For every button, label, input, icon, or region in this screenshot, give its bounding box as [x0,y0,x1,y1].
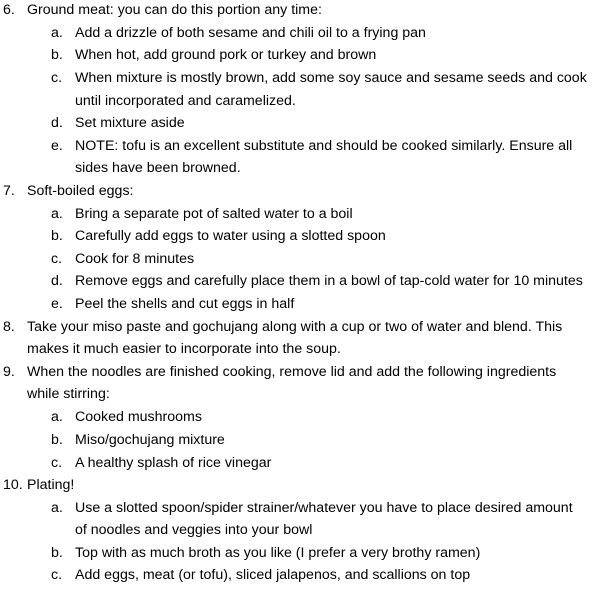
substep-text: Bring a separate pot of salted water to a boil [75,206,353,222]
substep-text: A healthy splash of rice vinegar [75,455,272,471]
substep-letter: a. [51,206,63,222]
substep-text: Top with as much broth as you like (I prefer a very brothy ramen) [75,545,481,561]
substep-text-continued: until incorporated and caramelized. [75,93,296,109]
step-number: 6. [3,2,15,18]
step-text-continued: makes it much easier to incorporate into the soup. [27,341,341,357]
step-number: 10. [3,477,23,493]
step-text: When the noodles are finished cooking, remove lid and add the following ingredients [27,364,557,380]
substep-text: NOTE: tofu is an excellent substitute and should be cooked similarly. Ensure all [75,138,573,154]
substep-letter: c. [51,251,63,267]
substep-text: Add eggs, meat (or tofu), sliced jalapenos, and scallions on top [75,567,471,583]
substep-letter: b. [51,432,63,448]
substep-text: When mixture is mostly brown, add some soy sauce and sesame seeds and cook [75,70,587,86]
step-text-continued: while stirring: [27,386,110,402]
step-text: Take your miso paste and gochujang along with a cup or two of water and blend. This [27,319,563,335]
substep-text: Cooked mushrooms [75,409,202,425]
substep-letter: a. [51,500,63,516]
substep-letter: b. [51,545,63,561]
substep-text: When hot, add ground pork or turkey and brown [75,47,377,63]
substep-text: Cook for 8 minutes [75,251,195,267]
substep-letter: d. [51,115,63,131]
step-text: Plating! [27,477,75,493]
substep-text: Set mixture aside [75,115,185,131]
step-number: 9. [3,364,15,380]
substep-text: Use a slotted spoon/spider strainer/whatever you have to place desired amount [75,500,573,516]
substep-letter: c. [51,455,63,471]
substep-text: Carefully add eggs to water using a slotted spoon [75,228,386,244]
substep-letter: b. [51,47,63,63]
substep-letter: e. [51,296,63,312]
substep-letter: d. [51,273,63,289]
step-text: Soft-boiled eggs: [27,183,134,199]
substep-letter: b. [51,228,63,244]
substep-text: Miso/gochujang mixture [75,432,225,448]
substep-letter: a. [51,25,63,41]
substep-letter: c. [51,70,63,86]
substep-text-continued: of noodles and veggies into your bowl [75,522,313,538]
substep-letter: a. [51,409,63,425]
substep-text: Add a drizzle of both sesame and chili oil to a frying pan [75,25,426,41]
substep-text: Remove eggs and carefully place them in a bowl of tap-cold water for 10 minutes [75,273,583,289]
step-number: 7. [3,183,15,199]
substep-letter: e. [51,138,63,154]
step-text: Ground meat: you can do this portion any time: [27,2,322,18]
substep-text-continued: sides have been browned. [75,160,241,176]
substep-letter: c. [51,567,63,583]
substep-text: Peel the shells and cut eggs in half [75,296,295,312]
step-number: 8. [3,319,15,335]
